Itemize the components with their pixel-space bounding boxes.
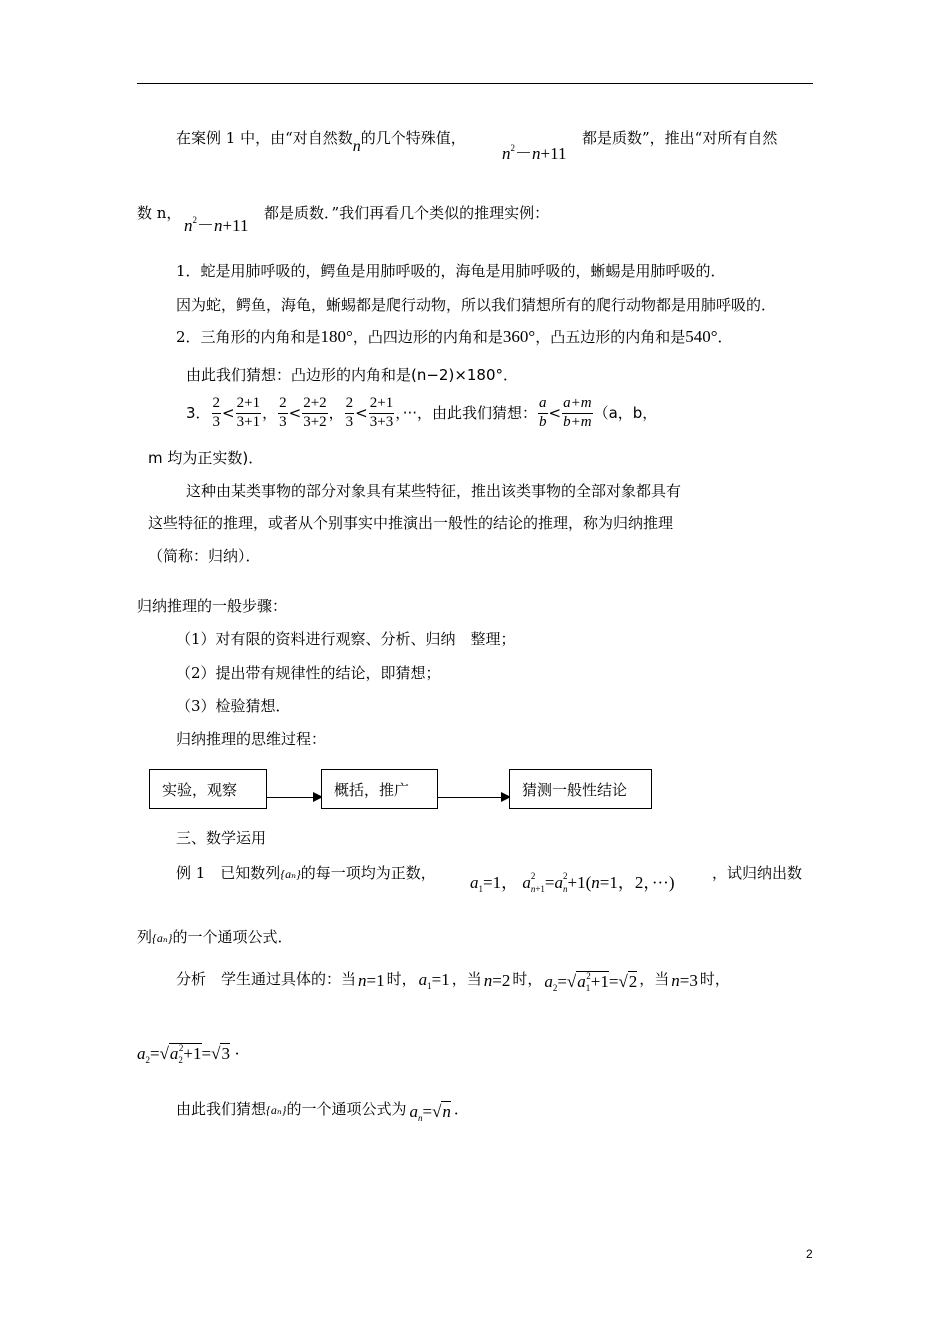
example1-line-2: 列{aₙ}的一个通项公式． [137,928,293,946]
example1-line-1-end: ，试归纳出数 [712,864,803,882]
flow-box-observe: 实验，观察 [149,769,267,809]
steps-heading: 归纳推理的一般步骤： [137,597,288,615]
step-item-2: （2）提出带有规律性的结论，即猜想； [176,664,441,682]
intro-line-1: 在案例 1 中，由“对自然数n的几个特殊值， [176,129,466,155]
analysis-a3-formula: $a_2=√a_2^2+1=√3$ · [137,1043,240,1065]
formula-n2-n-11: $n^2-n+11$ [502,143,567,163]
example-1-line-1: 1．蛇是用肺呼吸的，鳄鱼是用肺呼吸的，海龟是用肺呼吸的，蜥蜴是用肺呼吸的． [176,262,726,280]
example1-recurrence: $a_1=1$， a $_{2 n+1}$=a $_{2 n}$+1(n=1，2，···) [470,871,675,894]
definition-line-1: 这种由某类事物的部分对象具有某些特征，推出该类事物的全部对象都具有 [186,482,682,500]
intro-line-2-end: 都是质数．”我们再看几个类似的推理实例： [264,204,550,222]
intro-line-1-cont: 都是质数”，推出“对所有自然 [582,129,778,147]
example-3-line-2: m 均为正实数)． [148,449,264,467]
section-title: 三、数学运用 [176,829,267,847]
analysis-conclusion: 由此我们猜想 {aₙ} 的一个通项公式为 $a_n=√n$ ． [176,1099,469,1123]
flow-arrow-2 [438,797,509,798]
flow-box-generalize: 概括，推广 [321,769,438,809]
example-2-conclusion: 由此我们猜想：凸边形的内角和是(n−2)×180°． [186,366,519,384]
definition-line-3: （简称：归纳）． [148,547,261,565]
flow-arrow-1 [267,797,321,798]
intro-line-2-start: 数 n， [137,204,182,222]
step-item-1: （1）对有限的资料进行观察、分析、归纳 整理； [176,630,516,648]
analysis-line-1: 分析 学生通过具体的：当 n=1 时， $a_1=1$ ，当 n=2 时， $a_2=√a_1^2+1=√2$ ，当 n=3 时， [176,969,730,993]
flow-box-conjecture: 猜测一般性结论 [509,769,652,809]
header-rule [137,83,813,84]
process-title: 归纳推理的思维过程： [176,730,327,748]
example-1-line-2: 因为蛇，鳄鱼，海龟，蜥蜴都是爬行动物，所以我们猜想所有的爬行动物都是用肺呼吸的． [176,296,777,314]
step-item-3: （3）检验猜想． [176,697,291,715]
page-number: 2 [806,1247,813,1261]
example1-line-1: 例 1 已知数列{aₙ}的每一项均为正数， [176,864,436,882]
formula-n2-n-11-b: $n^2-n+11$ [184,215,249,235]
example-2-line: 2．三角形的内角和是180°，凸四边形的内角和是360°，凸五边形的内角和是540°． [176,327,733,346]
definition-line-2: 这些特征的推理，或者从个别事实中推演出一般性的结论的推理，称为归纳推理 [148,514,674,532]
example-3-line: 3． $\frac{2}{3}$ < $\frac{2+1}{3+1}$ ， $\frac{2}{3}$ < $\frac{2+2}{3+2}$ ， $\frac{2}{3}$ < $\frac{2+1}{3+3}$ ，···，由此我们猜想： $\frac{a}{b}$ < $\frac{a+m}{b+m}$ （a，b， [186,395,658,430]
